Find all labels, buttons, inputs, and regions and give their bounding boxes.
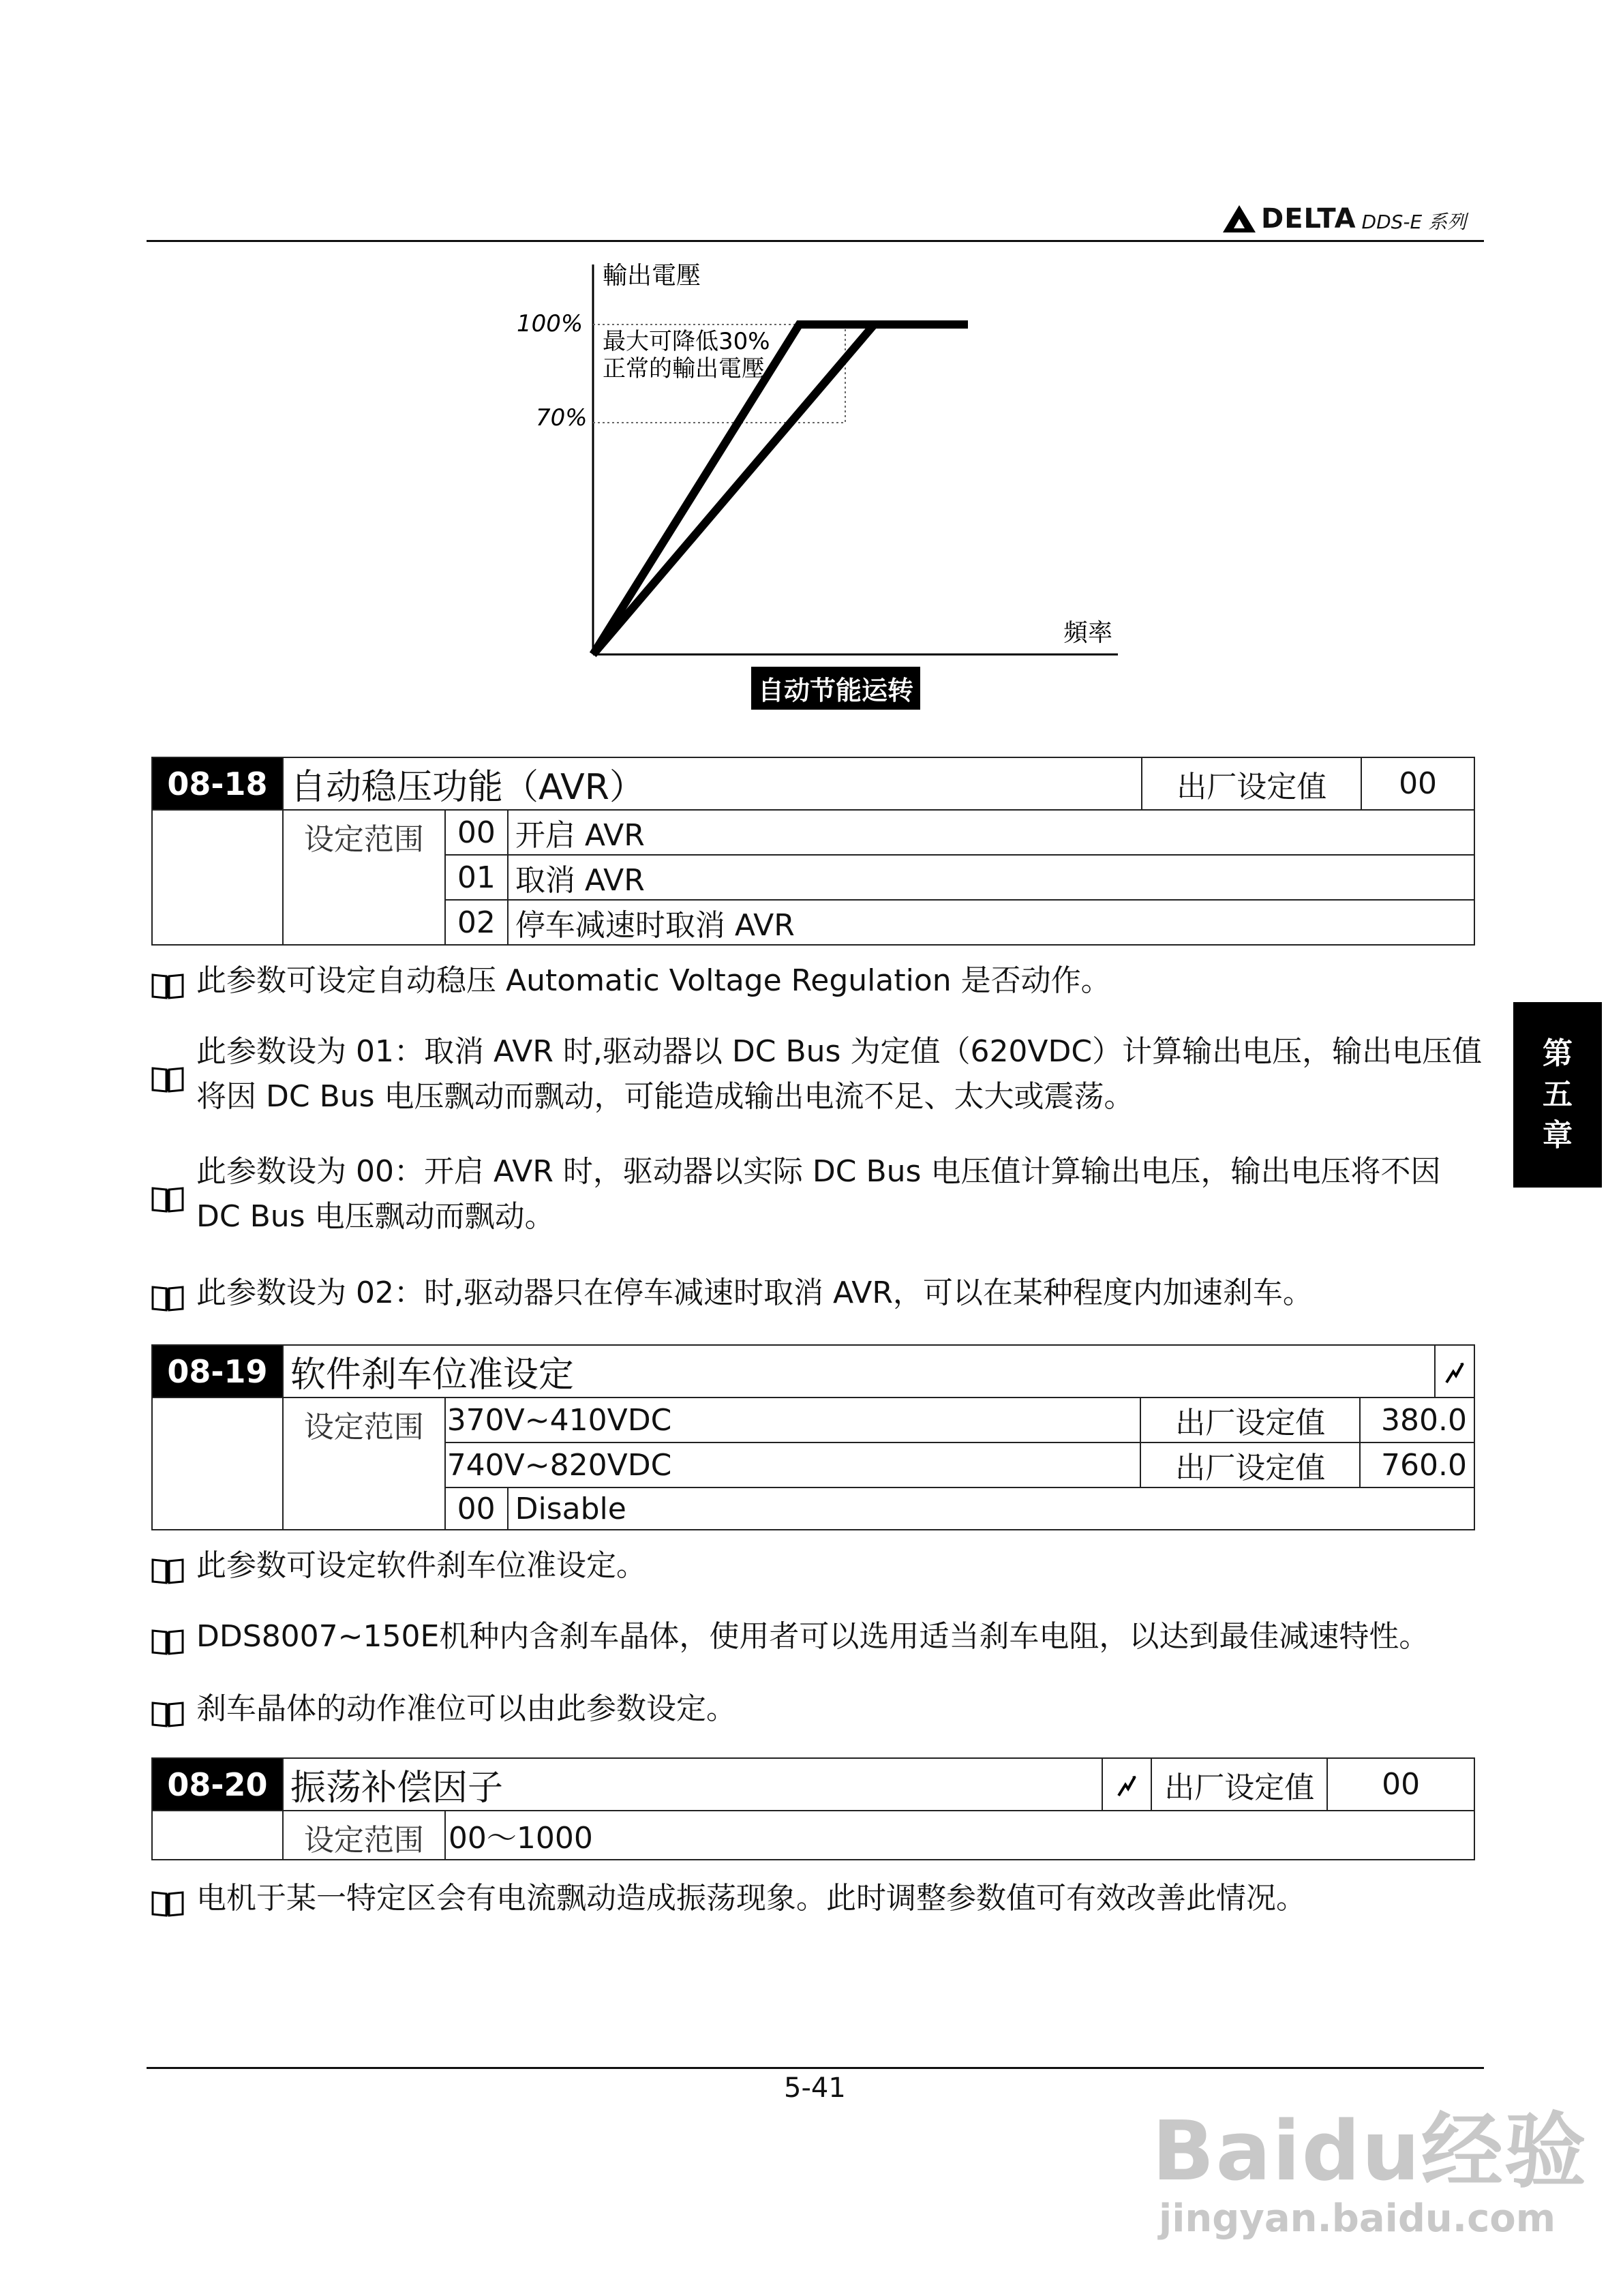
blank-cell — [152, 1811, 283, 1860]
param-id: 08-18 — [152, 757, 283, 810]
factory-value: 760.0 — [1360, 1442, 1474, 1487]
option-code: 01 — [445, 855, 508, 900]
range-value: 00～1000 — [445, 1811, 1474, 1860]
note — [151, 1149, 1487, 1239]
tick-70: 70% — [536, 404, 588, 432]
note — [151, 1543, 1487, 1588]
option-text: Disable — [508, 1487, 1474, 1530]
option-code: 00 — [445, 810, 508, 855]
factory-value: 380.0 — [1360, 1398, 1474, 1442]
option-code: 00 — [445, 1487, 508, 1530]
flash-icon — [1114, 1774, 1139, 1798]
note-text: 此参数可设定自动稳压 Automatic Voltage Regulation 是否动作。 — [196, 963, 1111, 998]
book-icon — [151, 1553, 184, 1588]
flash-icon — [1442, 1361, 1467, 1385]
range-value: 370V~410VDC — [445, 1398, 1141, 1442]
book-icon — [151, 1039, 184, 1119]
book-icon — [151, 1886, 184, 1921]
book-icon — [151, 1696, 184, 1732]
series-name: DDS-E 系列 — [1361, 211, 1467, 233]
note — [151, 1876, 1487, 1921]
factory-value: 00 — [1327, 1758, 1474, 1811]
chapter-tab — [1513, 1002, 1602, 1188]
note-text: 此参数可设定软件刹车位准设定。 — [196, 1548, 646, 1583]
param-table-0820 — [151, 1757, 1475, 1860]
page-number: 5-41 — [784, 2072, 846, 2104]
range-label: 设定范围 — [283, 1811, 445, 1860]
book-icon — [151, 1159, 184, 1239]
range-value: 740V~820VDC — [445, 1442, 1141, 1487]
note — [151, 958, 1487, 1003]
chapter-tab-char: 第 — [1543, 1036, 1573, 1071]
param-table-0819 — [151, 1344, 1475, 1530]
note-text: 电机于某一特定区会有电流飘动造成振荡现象。此时调整参数值可有效改善此情况。 — [196, 1881, 1306, 1916]
x-axis-label: 頻率 — [1063, 619, 1113, 647]
factory-label: 出厂设定值 — [1140, 1398, 1360, 1442]
delta-logo — [1220, 203, 1356, 235]
blank-cell — [152, 810, 283, 945]
note — [151, 1614, 1501, 1659]
range-label: 设定范围 — [283, 1398, 445, 1530]
energy-saving-chart — [477, 259, 1132, 668]
option-code: 02 — [445, 900, 508, 945]
footer-rule — [147, 2067, 1484, 2069]
brand-name: DELTA — [1261, 203, 1356, 235]
blank-cell — [152, 1398, 283, 1530]
book-icon — [151, 968, 184, 1003]
note-text: 此参数设为 00：开启 AVR 时，驱动器以实际 DC Bus 电压值计算输出电压，输出电压将不因 DC Bus 电压飘动而飘动。 — [196, 1154, 1441, 1234]
tick-100: 100% — [517, 310, 583, 337]
runtime-editable-mark — [1102, 1758, 1151, 1811]
param-title: 软件刹车位准设定 — [283, 1345, 1435, 1398]
watermark-brand: Baidu经验 — [1152, 2104, 1588, 2199]
watermark — [1152, 2086, 1588, 2241]
note-text: 此参数设为 02：时,驱动器只在停车减速时取消 AVR，可以在某种程度内加速刹车。 — [196, 1275, 1313, 1310]
y-axis-label: 輸出電壓 — [603, 262, 701, 290]
note-text: 刹车晶体的动作准位可以由此参数设定。 — [196, 1691, 736, 1726]
chart-caption: 自动节能运转 — [751, 667, 920, 710]
chapter-tab-char: 五 — [1543, 1077, 1573, 1112]
note-text: DDS8007~150E机种内含刹车晶体，使用者可以选用适当刹车电阻，以达到最佳减速特性。 — [196, 1619, 1429, 1654]
note — [151, 1687, 1487, 1732]
range-label: 设定范围 — [283, 810, 445, 945]
brand-header — [1220, 203, 1466, 235]
factory-label: 出厂设定值 — [1151, 1758, 1327, 1811]
param-title: 自动稳压功能（AVR） — [283, 757, 1142, 810]
note — [151, 1029, 1487, 1119]
note — [151, 1271, 1487, 1316]
annotation-line1: 最大可降低30% — [603, 328, 770, 355]
factory-label: 出厂设定值 — [1142, 757, 1361, 810]
option-text: 开启 AVR — [508, 810, 1474, 855]
runtime-editable-mark — [1435, 1345, 1474, 1398]
book-icon — [151, 1624, 184, 1659]
param-table-0818 — [151, 757, 1475, 946]
watermark-url: jingyan.baidu.com — [1159, 2196, 1556, 2241]
option-text: 停车减速时取消 AVR — [508, 900, 1474, 945]
param-title: 振荡补偿因子 — [283, 1758, 1102, 1811]
factory-label: 出厂设定值 — [1140, 1442, 1360, 1487]
header-rule — [147, 240, 1484, 242]
chapter-tab-char: 章 — [1543, 1118, 1573, 1153]
note-text: 此参数设为 01：取消 AVR 时,驱动器以 DC Bus 为定值（620VDC）计算输出电压，输出电压值将因 DC Bus 电压飘动而飘动，可能造成输出电流不足、太大或震荡。 — [196, 1034, 1483, 1114]
annotation-line2: 正常的輸出電壓 — [603, 355, 765, 382]
delta-triangle-icon — [1220, 204, 1258, 234]
factory-value: 00 — [1361, 757, 1474, 810]
book-icon — [151, 1280, 184, 1316]
param-id: 08-19 — [152, 1345, 283, 1398]
param-id: 08-20 — [152, 1758, 283, 1811]
option-text: 取消 AVR — [508, 855, 1474, 900]
